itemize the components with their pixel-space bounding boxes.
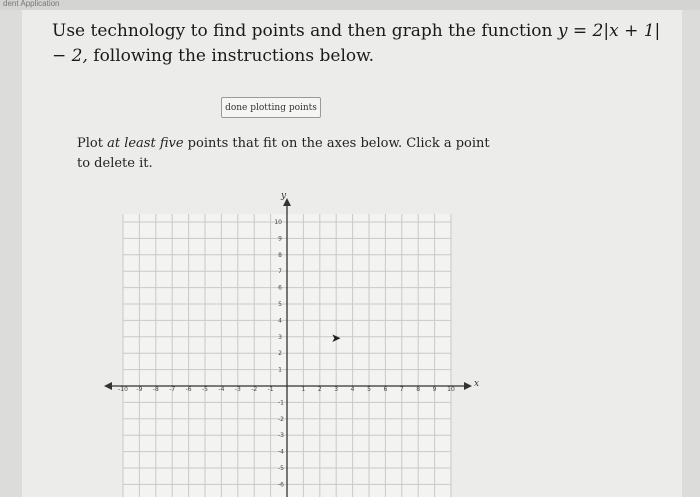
x-tick-label: 1 <box>301 386 306 393</box>
y-tick-label: 8 <box>278 251 282 259</box>
y-axis-label: y <box>281 191 287 201</box>
y-tick-label: -2 <box>278 415 284 423</box>
y-tick-label: 7 <box>278 268 282 276</box>
x-tick-label: -8 <box>152 386 159 393</box>
done-plotting-button[interactable]: done plotting points <box>221 97 321 118</box>
y-tick-label: -1 <box>278 399 284 407</box>
y-tick-label: -5 <box>278 465 284 472</box>
x-tick-label: -2 <box>251 386 258 393</box>
question-text-after: following the instructions below. <box>87 46 375 66</box>
x-tick-label: 2 <box>317 386 322 393</box>
app-title: dent Application <box>3 0 60 8</box>
x-axis-right-arrow-icon <box>464 382 472 390</box>
y-tick-label: 9 <box>278 235 282 243</box>
instructions-part2: points that fit on the axes below. Click a point to delete it. <box>77 136 490 171</box>
x-tick-label: -5 <box>202 386 208 393</box>
y-tick-label: 10 <box>274 219 282 226</box>
x-tick-label: -10 <box>118 386 128 393</box>
x-tick-label: -1 <box>267 386 274 393</box>
instructions-part1: Plot <box>77 136 108 151</box>
x-tick-label: 10 <box>447 386 455 393</box>
y-tick-label: -4 <box>278 448 284 456</box>
x-tick-label: -9 <box>136 386 143 393</box>
x-tick-label: 9 <box>432 386 437 393</box>
y-tick-label: -3 <box>278 432 284 440</box>
x-axis-label: x <box>474 379 480 389</box>
y-tick-label: 1 <box>278 366 282 374</box>
x-tick-label: -4 <box>218 386 225 393</box>
x-tick-label: -6 <box>185 386 192 393</box>
x-axis-left-arrow-icon <box>104 382 112 390</box>
y-tick-label: 2 <box>278 350 282 358</box>
x-tick-label: 8 <box>416 386 421 393</box>
y-tick-label: -6 <box>278 481 284 489</box>
x-tick-label: 3 <box>334 386 339 393</box>
x-tick-label: -3 <box>234 386 241 393</box>
y-tick-label: 3 <box>278 333 282 341</box>
y-tick-label: 4 <box>278 317 282 325</box>
instructions-emphasis: at least five <box>107 136 184 151</box>
x-tick-label: 4 <box>350 386 355 393</box>
x-tick-label: 7 <box>399 386 404 393</box>
pointer-cursor-icon: ➤ <box>331 331 342 345</box>
y-tick-label: 5 <box>278 301 282 308</box>
x-tick-label: 6 <box>383 386 388 393</box>
question-text-before: Use technology to find points and then graph the function <box>52 21 558 41</box>
x-tick-label: -7 <box>169 386 176 393</box>
x-tick-label: 5 <box>367 386 371 393</box>
function-equation: y = 2|x + 1| − 2, <box>52 21 661 66</box>
y-tick-label: 6 <box>278 284 282 292</box>
